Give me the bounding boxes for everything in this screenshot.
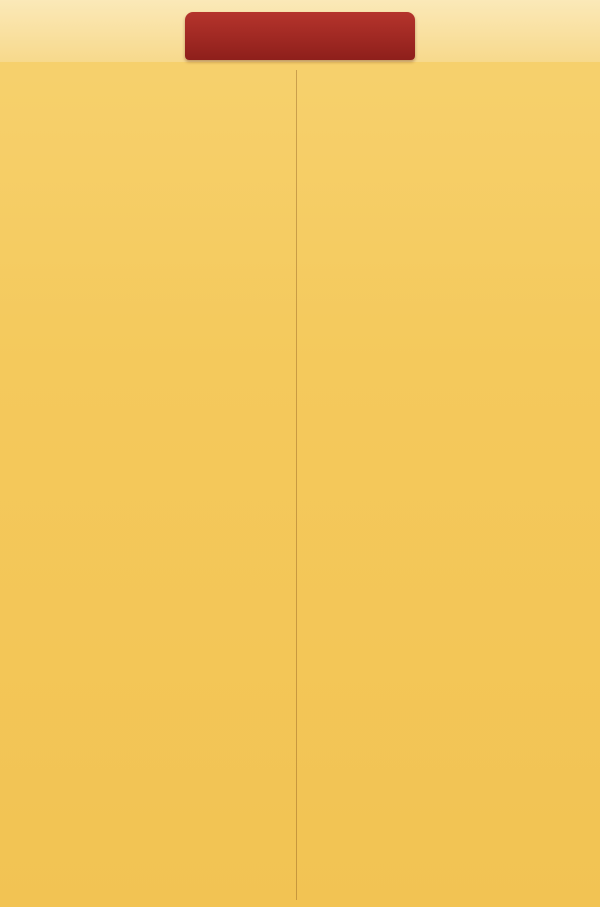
column-divider (296, 70, 297, 900)
page-title (185, 12, 415, 60)
